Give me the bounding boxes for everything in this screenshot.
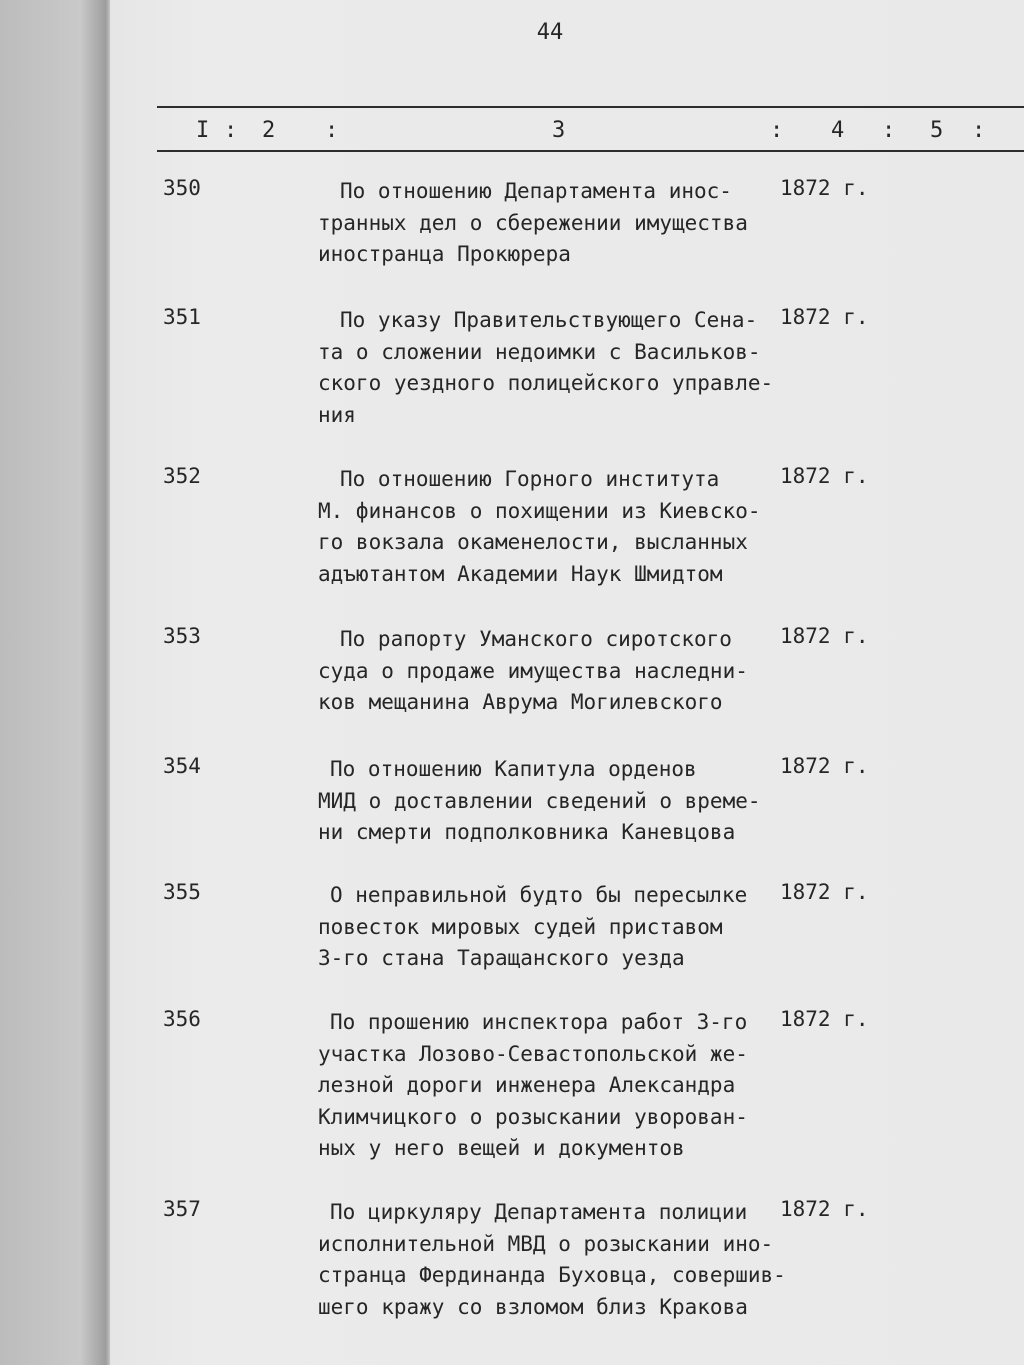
entry-line: ни смерти подполковника Каневцова bbox=[318, 820, 736, 844]
entry-line: адъютантом Академии Наук Шмидтом bbox=[318, 561, 723, 586]
header-rule-bottom bbox=[157, 150, 1024, 152]
entry-number: 350 bbox=[163, 176, 201, 200]
entry-number: 353 bbox=[163, 624, 201, 648]
entry-line: По циркуляру Департамента полиции bbox=[330, 1200, 748, 1224]
entry-line: По прошению инспектора работ 3-го bbox=[330, 1010, 748, 1034]
col-header-separator: : bbox=[972, 118, 986, 143]
entry-line: та о сложении недоимки с Васильков- bbox=[318, 339, 761, 364]
entry-line: 3-го стана Таращанского уезда bbox=[318, 946, 685, 970]
col-header-separator: : bbox=[770, 118, 784, 143]
entry-number: 355 bbox=[163, 880, 201, 904]
page-number: 44 bbox=[536, 20, 564, 45]
entry-description bbox=[318, 1007, 788, 1165]
entry-line: По отношению Горного института bbox=[340, 467, 720, 491]
entry-number: 351 bbox=[163, 305, 201, 329]
entry-description bbox=[318, 880, 788, 975]
entry-description bbox=[318, 176, 788, 271]
entry-line: По указу Правительствующего Сена- bbox=[340, 308, 758, 332]
entry-description bbox=[318, 305, 788, 431]
col-header-4: 4 bbox=[831, 118, 845, 143]
entry-description bbox=[318, 754, 788, 849]
entry-line: М. финансов о похищении из Киевско- bbox=[318, 498, 761, 523]
entry-line: ния bbox=[318, 402, 356, 427]
entry-line: О неправильной будто бы пересылке bbox=[330, 883, 748, 907]
book-gutter bbox=[0, 0, 110, 1365]
entry-number: 356 bbox=[163, 1007, 201, 1031]
col-header-1: I bbox=[196, 118, 210, 143]
entry-number: 354 bbox=[163, 754, 201, 778]
col-header-5: 5 bbox=[930, 118, 944, 143]
entry-line: ского уездного полицейского управле- bbox=[318, 371, 774, 395]
col-header-separator: : bbox=[325, 118, 339, 143]
col-header-2: 2 bbox=[262, 118, 276, 143]
entry-line: суда о продаже имущества наследни- bbox=[318, 658, 748, 683]
entry-line: По рапорту Уманского сиротского bbox=[340, 627, 732, 651]
col-header-separator: : bbox=[882, 118, 896, 143]
entry-line: По отношению Департамента инос- bbox=[340, 179, 732, 203]
entry-line: Климчицкого о розыскании уворован- bbox=[318, 1104, 748, 1129]
entry-line: иностранца Прокюрера bbox=[318, 242, 571, 266]
col-header-3: 3 bbox=[552, 118, 566, 143]
entry-line: го вокзала окаменелости, высланных bbox=[318, 530, 748, 554]
entry-line: шего кражу со взломом близ Кракова bbox=[318, 1294, 748, 1319]
entry-year: 1872 г. bbox=[780, 624, 869, 648]
entry-number: 352 bbox=[163, 464, 201, 488]
entry-line: исполнительной МВД о розыскании ино- bbox=[318, 1231, 774, 1256]
entry-line: участка Лозово-Севастопольской же- bbox=[318, 1041, 748, 1066]
entry-line: повесток мировых судей приставом bbox=[318, 914, 723, 939]
entry-year: 1872 г. bbox=[780, 880, 869, 904]
entry-line: ных у него вещей и документов bbox=[318, 1136, 685, 1160]
col-header-separator: : bbox=[224, 118, 238, 143]
entry-year: 1872 г. bbox=[780, 1007, 869, 1031]
entry-line: лезной дороги инженера Александра bbox=[318, 1073, 736, 1097]
header-rule-top bbox=[157, 106, 1024, 108]
entry-year: 1872 г. bbox=[780, 1197, 869, 1221]
entry-year: 1872 г. bbox=[780, 176, 869, 200]
entry-line: транных дел о сбережении имущества bbox=[318, 210, 748, 235]
entry-year: 1872 г. bbox=[780, 464, 869, 488]
entry-description bbox=[318, 464, 788, 590]
entry-number: 357 bbox=[163, 1197, 201, 1221]
entry-year: 1872 г. bbox=[780, 305, 869, 329]
entry-description bbox=[318, 624, 788, 719]
entry-line: странца Фердинанда Буховца, совершив- bbox=[318, 1263, 786, 1287]
entry-line: МИД о доставлении сведений о време- bbox=[318, 788, 761, 813]
entry-line: ков мещанина Аврума Могилевского bbox=[318, 690, 723, 714]
entry-description bbox=[318, 1197, 788, 1323]
entry-line: По отношению Капитула орденов bbox=[330, 757, 697, 781]
entry-year: 1872 г. bbox=[780, 754, 869, 778]
